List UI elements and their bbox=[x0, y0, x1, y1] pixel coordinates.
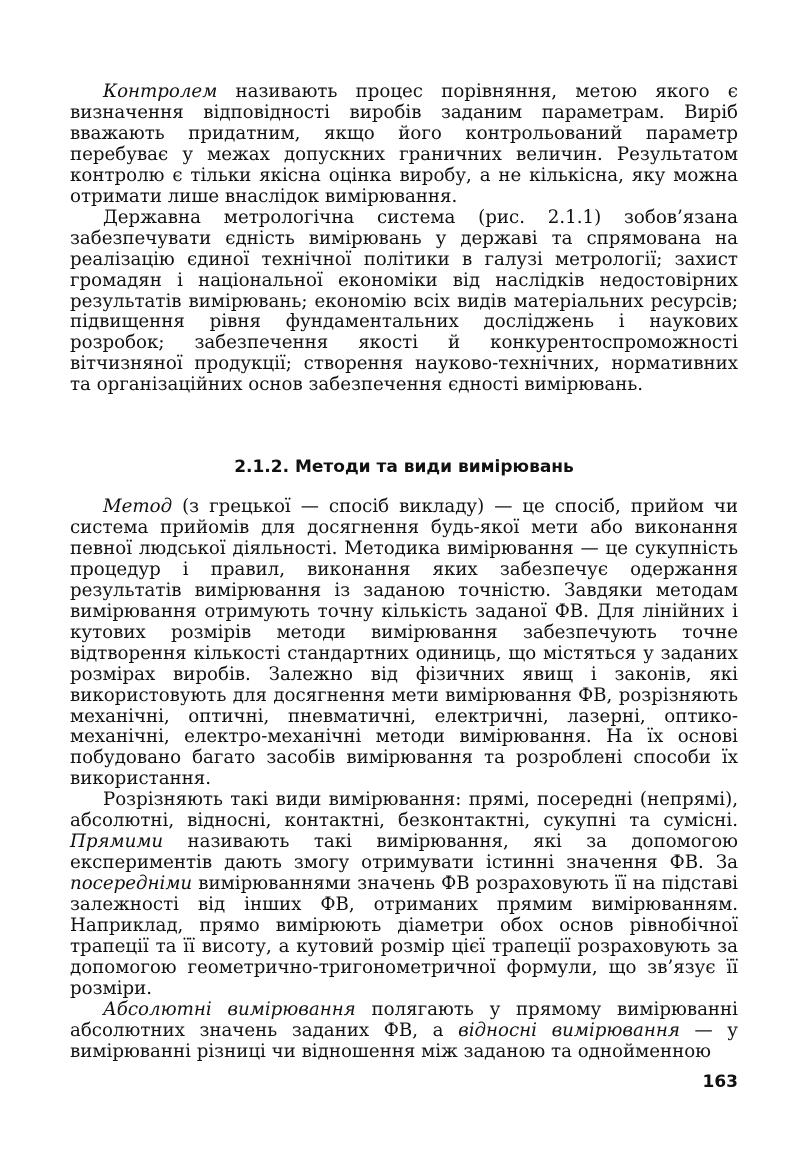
page-number: 163 bbox=[702, 1072, 738, 1092]
page-body bbox=[70, 81, 738, 1062]
paragraph-metrology-system: Державна метрологічна система (рис. 2.1.1) зобов’язана забезпечувати єдність вимірювань у державі та спрямована на реалізацію єдиної технічної політики в галузі метрології; захист громадян і національної економіки від наслідків недостовірних результатів вимірювань; економію всіх видів матеріальних ресурсів; підвищення рівня фундаментальних досліджень і наукових розробок; забезпечення якості й конкурентоспроможності вітчизняної продукції; створення науково-технічних, нормативних та організаційних основ забезпечення єдності вимірювань. bbox=[70, 206, 738, 396]
paragraph-control-definition bbox=[70, 82, 738, 208]
term-relative: відносні вимірювання bbox=[458, 1019, 680, 1041]
section-heading: 2.1.2. Методи та види вимірювань bbox=[234, 457, 574, 477]
paragraph-text: полягають у прямому вимірюванні абсолютних значень заданих ФВ, а bbox=[70, 998, 738, 1041]
term-absolute: Абсолютні вимірювання bbox=[103, 998, 356, 1020]
paragraph-text: називають процес порівняння, метою якого є визначення відповідності виробів заданим параметрам. Виріб вважають придатним, якщо його контрольований параметр перебуває у межах допускних граничних величин. Результатом контролю є тільки якісна оцінка виробу, а не кількісна, яку можна отримати лише внаслідок вимірювання. bbox=[70, 81, 738, 207]
paragraph-method-definition bbox=[70, 497, 738, 790]
term-direct: Прямими bbox=[70, 831, 164, 853]
paragraph-measurement-types bbox=[70, 790, 738, 1000]
paragraph-text: Розрізняють такі види вимірювання: прямі, посередні (непрямі), абсолютні, відносні, контактні, безконтактні, сукупні та сумісні. bbox=[70, 789, 738, 832]
term-method: Метод bbox=[103, 496, 173, 517]
section-methods bbox=[70, 497, 738, 1063]
paragraph-text: — у вимірюванні різниці чи відношення між заданою та однойменною bbox=[70, 1019, 738, 1062]
paragraph-text: (з грецької — спосіб викладу) — це спосіб, прийом чи система прийомів для досягнення будь-якої мети або виконання певної людської діяльності. Методика вимірювання — це сукупність процедур і правил, виконання яких забезпечує одержання результатів вимірювання із заданою точністю. Завдяки методам вимірювання отримують точну кількість заданої ФВ. Для лінійних і кутових розмірів методи вимірювання забезпечують точне відтворення кількості стандартних одиниць, що містяться у заданих розмірах виробів. Залежно від фізичних явищ і законів, які використовують для досягнення мети вимірювання ФВ, розрізняють механічні, оптичні, пневматичні, електричні, лазерні, оптико-механічні, електро-механічні методи вимірювання. На їх основі побудовано багато засобів вимірювання та розроблені способи їх використання. bbox=[70, 496, 738, 790]
paragraph-text: вимірюваннями значень ФВ розраховують її на підставі залежності від інших ФВ, отриманих прямим вимірюванням. Наприклад, прямо вимірюють діаметри обох основ рівнобічної трапеції та її висоту, а кутовий розмір цієї трапеції розраховують за допомогою геометрично-тригонометричної формули, що зв’язує її розміри. bbox=[70, 873, 738, 999]
paragraph-absolute-relative bbox=[70, 1000, 738, 1063]
term-indirect: посередніми bbox=[70, 873, 193, 895]
paragraph-text: називають такі вимірювання, які за допомогою експериментів дають змогу отримувати істинні значення ФВ. За bbox=[70, 831, 738, 874]
term-control: Контролем bbox=[103, 81, 218, 102]
